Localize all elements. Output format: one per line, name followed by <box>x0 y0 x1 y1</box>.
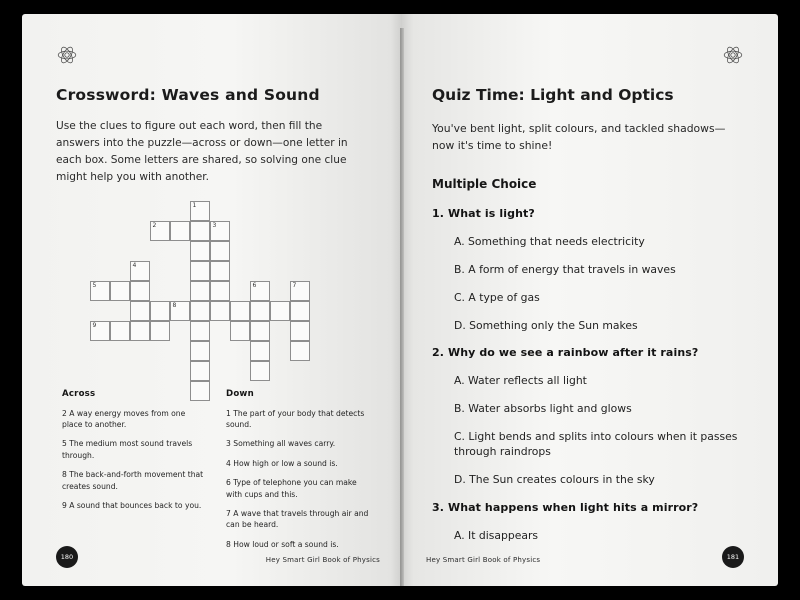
answer-option[interactable]: B. Water absorbs light and glows <box>454 402 632 416</box>
question-block <box>432 346 748 488</box>
running-foot-left: Hey Smart Girl Book of Physics <box>265 556 380 564</box>
answer-option[interactable]: B. A form of energy that travels in waves <box>454 262 676 276</box>
book-gutter <box>400 28 404 600</box>
open-book-spread <box>22 14 778 586</box>
clue-item: 4 How high or low a sound is. <box>226 458 338 468</box>
crossword-cell[interactable] <box>190 201 210 221</box>
crossword-clue-number: 8 <box>172 301 177 309</box>
question-block <box>432 207 748 333</box>
page-number-right: 181 <box>722 546 744 568</box>
crossword-cell[interactable] <box>290 281 310 301</box>
atom-logo-svg <box>722 44 744 66</box>
crossword-cell[interactable] <box>190 341 210 361</box>
down-clues <box>226 389 372 559</box>
intro-paragraph: You've bent light, split colours, and tackled shadows—now it's time to shine! <box>432 122 726 153</box>
question-text: 1. What is light? <box>432 206 535 220</box>
clue-item: 2 A way energy moves from one place to another. <box>62 408 186 430</box>
page-number-left: 180 <box>56 546 78 568</box>
question-text: 3. What happens when light hits a mirror? <box>432 500 699 514</box>
answer-option[interactable]: A. It disappears <box>454 528 539 542</box>
crossword-grid[interactable] <box>70 201 370 373</box>
crossword-cell[interactable] <box>210 241 230 261</box>
crossword-cell[interactable] <box>250 301 270 321</box>
crossword-cell[interactable] <box>130 281 150 301</box>
crossword-cell[interactable] <box>90 321 110 341</box>
crossword-cell[interactable] <box>250 341 270 361</box>
crossword-clue-number: 3 <box>212 221 217 229</box>
atom-logo-icon <box>722 44 744 70</box>
crossword-cell[interactable] <box>290 301 310 321</box>
crossword-cell[interactable] <box>90 281 110 301</box>
crossword-cell[interactable] <box>210 281 230 301</box>
crossword-clue-number: 2 <box>152 221 157 229</box>
crossword-cell[interactable] <box>190 221 210 241</box>
clue-lists <box>56 389 376 559</box>
crossword-cell[interactable] <box>230 321 250 341</box>
atom-logo-svg <box>56 44 78 66</box>
clue-item: 8 The back-and-forth movement that creates sound. <box>62 470 204 491</box>
crossword-cell[interactable] <box>150 221 170 241</box>
answer-option[interactable]: C. Light bends and splits into colours when it passes through raindrops <box>454 430 738 459</box>
crossword-cell[interactable] <box>250 321 270 341</box>
crossword-cell[interactable] <box>110 321 130 341</box>
crossword-cell[interactable] <box>190 241 210 261</box>
crossword-cell[interactable] <box>150 301 170 321</box>
question-text: 2. Why do we see a rainbow after it rains? <box>432 345 699 359</box>
crossword-cell[interactable] <box>130 301 150 321</box>
crossword-cell[interactable] <box>190 361 210 381</box>
answer-option[interactable]: D. The Sun creates colours in the sky <box>454 473 655 487</box>
left-page <box>22 14 402 586</box>
clue-item: 5 The medium most sound travels through. <box>62 439 193 460</box>
crossword-clue-number: 4 <box>132 261 137 269</box>
crossword-cell[interactable] <box>190 381 210 401</box>
crossword-cell[interactable] <box>190 301 210 321</box>
clue-item: 8 How loud or soft a sound is. <box>226 539 339 549</box>
crossword-cell[interactable] <box>170 301 190 321</box>
answer-option[interactable]: C. A type of gas <box>454 290 540 304</box>
crossword-cell[interactable] <box>290 321 310 341</box>
atom-logo-icon <box>56 44 78 70</box>
crossword-cell[interactable] <box>190 321 210 341</box>
crossword-cell[interactable] <box>210 301 230 321</box>
page-title: Quiz Time: Light and Optics <box>432 86 674 104</box>
crossword-cell[interactable] <box>170 221 190 241</box>
answer-option[interactable]: D. Something only the Sun makes <box>454 318 638 332</box>
crossword-cell[interactable] <box>290 341 310 361</box>
crossword-cell[interactable] <box>190 281 210 301</box>
clue-item: 3 Something all waves carry. <box>226 439 336 449</box>
answer-option[interactable]: A. Water reflects all light <box>454 373 587 387</box>
crossword-cell[interactable] <box>150 321 170 341</box>
across-clues <box>62 389 208 559</box>
down-heading: Down <box>226 388 254 399</box>
crossword-cell[interactable] <box>270 301 290 321</box>
page-title: Crossword: Waves and Sound <box>56 86 320 104</box>
crossword-cell[interactable] <box>210 221 230 241</box>
right-page <box>402 14 778 586</box>
section-heading: Multiple Choice <box>432 176 537 191</box>
clue-item: 7 A wave that travels through air and can be heard. <box>226 508 369 530</box>
crossword-cell[interactable] <box>190 261 210 281</box>
crossword-cell[interactable] <box>250 281 270 301</box>
crossword-cell[interactable] <box>210 261 230 281</box>
crossword-clue-number: 7 <box>292 281 297 289</box>
crossword-clue-number: 1 <box>192 201 197 209</box>
crossword-cell[interactable] <box>130 261 150 281</box>
question-block <box>432 501 748 543</box>
clue-item: 6 Type of telephone you can make with cups and this. <box>226 478 357 499</box>
crossword-cell[interactable] <box>130 321 150 341</box>
crossword-clue-number: 9 <box>92 321 97 329</box>
across-heading: Across <box>62 388 96 399</box>
clue-item: 9 A sound that bounces back to you. <box>62 500 202 510</box>
answer-option[interactable]: A. Something that needs electricity <box>454 234 645 248</box>
crossword-clue-number: 6 <box>252 281 257 289</box>
intro-paragraph: Use the clues to figure out each word, then fill the answers into the puzzle—across or down—one letter in each box. Some letters are shared, so solving one clue might help you with another. <box>56 120 348 184</box>
crossword-clue-number: 5 <box>92 281 97 289</box>
running-foot-right: Hey Smart Girl Book of Physics <box>426 556 541 564</box>
crossword-cell[interactable] <box>250 361 270 381</box>
crossword-cell[interactable] <box>110 281 130 301</box>
clue-item: 1 The part of your body that detects sound. <box>226 408 365 430</box>
crossword-cell[interactable] <box>230 301 250 321</box>
